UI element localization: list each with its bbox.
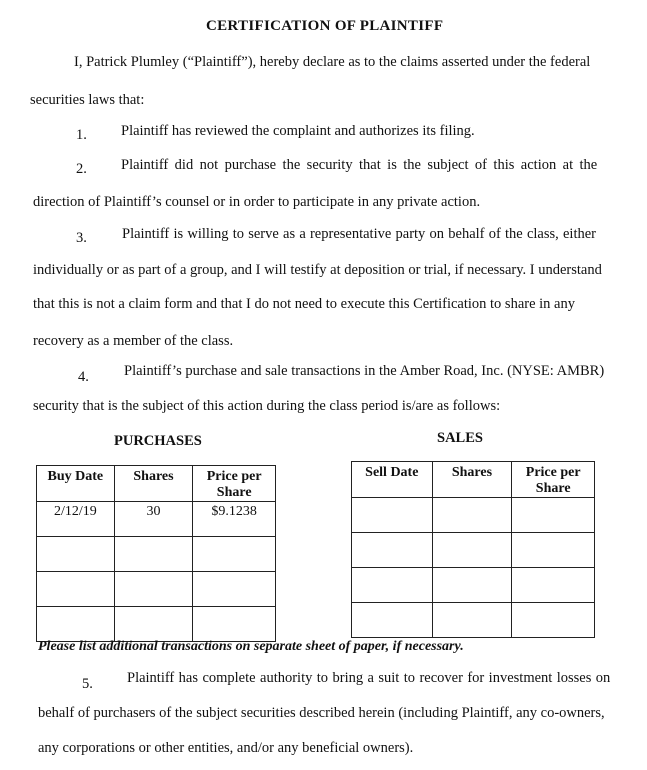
purchase-price-cell xyxy=(193,572,276,607)
paragraph-3-line-1: Plaintiff is willing to serve as a representative party on behalf of the class, either xyxy=(122,226,596,242)
paragraph-3-line-2: individually or as part of a group, and I will testify at deposition or trial, if necessary. I understand xyxy=(33,262,602,278)
table-row xyxy=(37,537,276,572)
purchases-header-buy-date: Buy Date xyxy=(37,466,115,502)
paragraph-1-number: 1. xyxy=(76,127,87,143)
purchase-price-cell xyxy=(193,607,276,642)
purchase-date-cell xyxy=(37,607,115,642)
sale-price-cell xyxy=(512,533,595,568)
table-row xyxy=(37,607,276,642)
sales-header-sell-date: Sell Date xyxy=(352,462,433,498)
paragraph-2-number: 2. xyxy=(76,161,87,177)
purchases-header-price: Price per Share xyxy=(193,466,276,502)
sales-header-price: Price per Share xyxy=(512,462,595,498)
sale-date-cell xyxy=(352,533,433,568)
sales-header-shares: Shares xyxy=(432,462,512,498)
paragraph-3-number: 3. xyxy=(76,230,87,246)
table-row xyxy=(352,498,595,533)
purchase-shares-cell xyxy=(114,572,193,607)
sale-price-cell xyxy=(512,568,595,603)
sale-shares-cell xyxy=(432,498,512,533)
purchase-date-cell xyxy=(37,537,115,572)
sales-table xyxy=(351,461,595,638)
sales-header-row xyxy=(352,462,595,498)
sale-shares-cell xyxy=(432,533,512,568)
purchase-price-cell xyxy=(193,537,276,572)
sale-shares-cell xyxy=(432,603,512,638)
purchase-shares-cell: 30 xyxy=(114,502,193,537)
paragraph-4-line-1: Plaintiff’s purchase and sale transactions in the Amber Road, Inc. (NYSE: AMBR) xyxy=(124,363,605,379)
sale-price-cell xyxy=(512,603,595,638)
sale-shares-cell xyxy=(432,568,512,603)
purchases-header-row xyxy=(37,466,276,502)
purchase-shares-cell xyxy=(114,607,193,642)
sale-date-cell xyxy=(352,603,433,638)
intro-line-1: I, Patrick Plumley (“Plaintiff”), hereby declare as to the claims asserted under the federal xyxy=(74,54,591,70)
paragraph-2-line-2: direction of Plaintiff’s counsel or in order to participate in any private action. xyxy=(33,194,481,210)
purchase-shares-cell xyxy=(114,537,193,572)
sale-price-cell xyxy=(512,498,595,533)
paragraph-3-line-4: recovery as a member of the class. xyxy=(33,333,234,349)
paragraph-4-line-2: security that is the subject of this action during the class period is/are as follows: xyxy=(33,398,501,414)
purchase-price-cell: $9.1238 xyxy=(193,502,276,537)
paragraph-5-line-1: Plaintiff has complete authority to bring a suit to recover for investment losses on xyxy=(127,670,611,686)
purchase-date-cell: 2/12/19 xyxy=(37,502,115,537)
additional-transactions-note: Please list additional transactions on separate sheet of paper, if necessary. xyxy=(38,639,464,654)
page-title: CERTIFICATION OF PLAINTIFF xyxy=(206,18,444,34)
table-row xyxy=(352,533,595,568)
table-row xyxy=(352,568,595,603)
paragraph-5-line-2: behalf of purchasers of the subject securities described herein (including Plaintiff, any co-owners, xyxy=(38,705,605,721)
sales-heading: SALES xyxy=(437,430,483,446)
table-row xyxy=(352,603,595,638)
intro-line-2: securities laws that: xyxy=(30,92,145,108)
paragraph-1-line-1: Plaintiff has reviewed the complaint and authorizes its filing. xyxy=(121,123,475,139)
paragraph-3-line-3: that this is not a claim form and that I do not need to execute this Certification to share in any xyxy=(33,296,575,312)
table-row xyxy=(37,502,276,537)
table-row xyxy=(37,572,276,607)
purchases-table xyxy=(36,465,276,642)
paragraph-4-number: 4. xyxy=(78,369,89,385)
paragraph-5-line-3: any corporations or other entities, and/or any beneficial owners). xyxy=(38,740,414,756)
purchases-heading: PURCHASES xyxy=(114,433,202,449)
purchase-date-cell xyxy=(37,572,115,607)
paragraph-5-number: 5. xyxy=(82,676,93,692)
sale-date-cell xyxy=(352,498,433,533)
paragraph-2-line-1: Plaintiff did not purchase the security that is the subject of this action at the xyxy=(121,157,598,173)
sale-date-cell xyxy=(352,568,433,603)
purchases-header-shares: Shares xyxy=(114,466,193,502)
